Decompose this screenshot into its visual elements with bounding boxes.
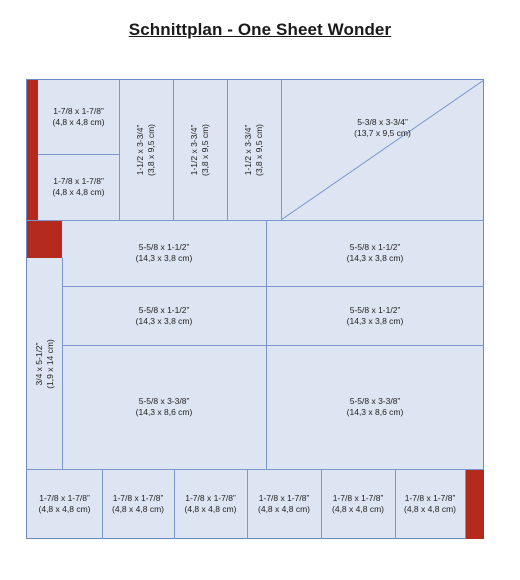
piece-dim: 5-5/8 x 3-3/8” [349, 396, 401, 406]
piece-dim: 1-1/2 x 3-3/4” [189, 124, 199, 176]
piece-metric: (4,8 x 4,8 cm) [258, 504, 310, 514]
piece-dim: 1-7/8 x 1-7/8” [258, 493, 310, 503]
piece-square-top [38, 80, 119, 154]
piece-dim: 5-5/8 x 1-1/2” [349, 304, 401, 315]
piece-metric: (14,3 x 8,6 cm) [346, 407, 404, 417]
page-title: Schnittplan - One Sheet Wonder [128, 20, 392, 39]
piece-dim: 1-1/2 x 3-3/4” [135, 124, 145, 176]
piece-bottom-square [174, 469, 247, 539]
piece-metric: (4,8 x 4,8 cm) [112, 504, 164, 514]
piece-dim: 5-3/8 x 3-3/4” [357, 117, 408, 127]
piece-metric: (13,7 x 9,5 cm) [354, 128, 411, 138]
piece-row2-left [62, 286, 266, 345]
cutting-sheet [26, 79, 484, 539]
piece-dim: 1-7/8 x 1-7/8” [185, 493, 236, 503]
piece-metric: (4,8 x 4,8 cm) [52, 187, 105, 197]
piece-strip-c [227, 80, 281, 220]
piece-square-mid [38, 154, 119, 220]
piece-metric: (14,3 x 3,8 cm) [346, 315, 404, 326]
piece-dim: 1-1/2 x 3-3/4” [243, 124, 253, 176]
piece-dim: 1-7/8 x 1-7/8” [112, 493, 164, 503]
piece-metric: (1,9 x 14 cm) [44, 338, 55, 389]
piece-row1-left [62, 220, 266, 286]
piece-metric: (4,8 x 4,8 cm) [38, 504, 91, 514]
piece-dim: 5-5/8 x 1-1/2” [138, 242, 190, 252]
piece-dim: 1-7/8 x 1-7/8” [53, 106, 104, 116]
scrap-square-left [27, 220, 62, 258]
piece-metric: (4,8 x 4,8 cm) [404, 504, 456, 514]
cut-line [465, 469, 466, 539]
piece-dim: 1-7/8 x 1-7/8” [39, 493, 90, 503]
piece-metric: (3,8 x 9,5 cm) [254, 124, 264, 176]
piece-bottom-square [102, 469, 174, 539]
piece-bottom-square [321, 469, 395, 539]
piece-big-top-right [281, 80, 484, 176]
piece-metric: (14,3 x 3,8 cm) [346, 253, 404, 263]
scrap-strip-bottom-right [465, 469, 484, 539]
piece-bottom-square [27, 469, 102, 539]
piece-row3-left [62, 345, 266, 469]
piece-dim: 1-7/8 x 1-7/8” [404, 493, 456, 503]
piece-metric: (4,8 x 4,8 cm) [184, 504, 237, 514]
piece-metric: (14,3 x 3,8 cm) [135, 253, 193, 263]
piece-dim: 1-7/8 x 1-7/8” [332, 493, 384, 503]
piece-bottom-square [395, 469, 465, 539]
piece-metric: (14,3 x 8,6 cm) [135, 407, 193, 417]
scrap-strip-top-left [27, 80, 38, 220]
piece-row3-right [266, 345, 484, 469]
piece-row1-right [266, 220, 484, 286]
piece-metric: (4,8 x 4,8 cm) [52, 117, 105, 127]
piece-side-strip [27, 258, 62, 469]
piece-strip-b [173, 80, 227, 220]
piece-row2-right [266, 286, 484, 345]
piece-bottom-square [247, 469, 321, 539]
piece-dim: 3/4 x 5-1/2” [33, 342, 44, 386]
piece-dim: 5-5/8 x 1-1/2” [349, 242, 401, 252]
piece-dim: 5-5/8 x 1-1/2” [138, 304, 190, 315]
piece-metric: (3,8 x 9,5 cm) [146, 124, 156, 176]
piece-dim: 1-7/8 x 1-7/8” [53, 176, 104, 186]
piece-dim: 5-5/8 x 3-3/8” [138, 396, 190, 406]
piece-strip-a [119, 80, 173, 220]
piece-metric: (4,8 x 4,8 cm) [332, 504, 384, 514]
piece-metric: (3,8 x 9,5 cm) [200, 124, 210, 176]
piece-metric: (14,3 x 3,8 cm) [135, 315, 193, 326]
